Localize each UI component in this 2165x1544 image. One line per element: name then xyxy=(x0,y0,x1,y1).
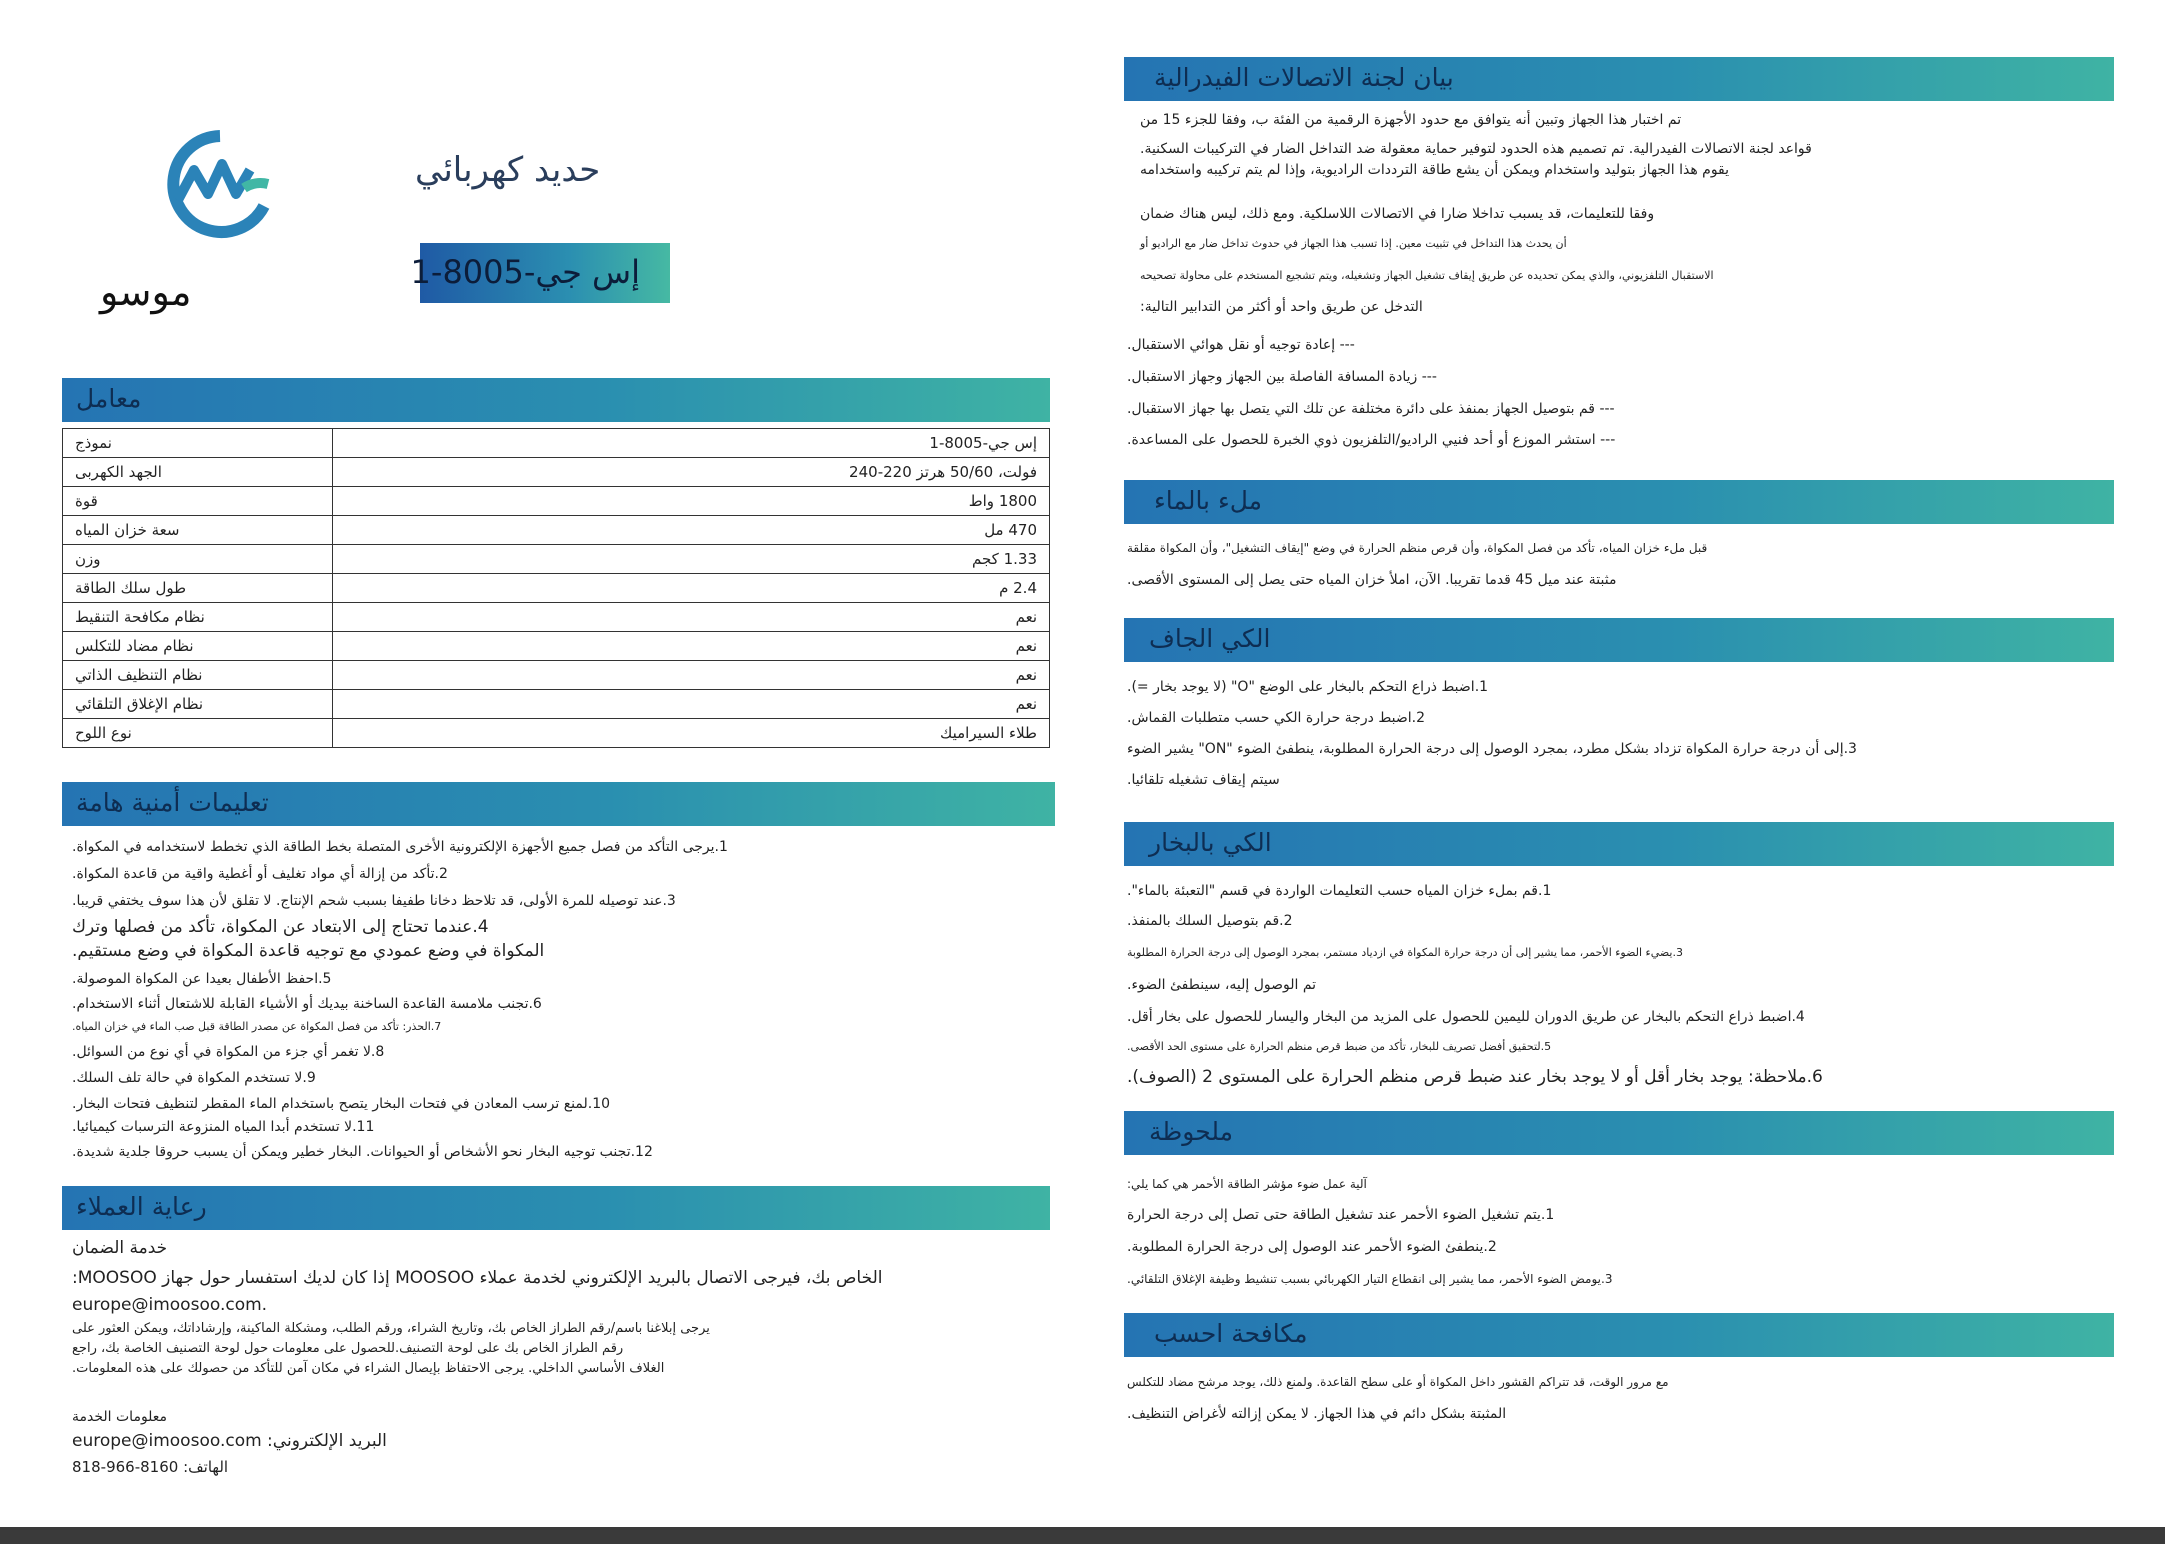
list-item: 2.اضبط درجة حرارة الكي حسب متطلبات القماش. xyxy=(1127,710,1425,726)
section-heading: الكي بالبخار xyxy=(1149,828,1272,857)
list-item: 5.احفظ الأطفال بعيدا عن المكواة الموصولة. xyxy=(72,971,332,987)
service-phone: الهاتف: 8160-966-818 xyxy=(72,1458,229,1476)
model-text: إس جي-8005-1 xyxy=(410,253,640,291)
list-item: 6.تجنب ملامسة القاعدة الساخنة بيديك أو الأشياء القابلة للاشتعال أثناء الاستخدام. xyxy=(72,996,542,1012)
spec-key: طول سلك الطاقة xyxy=(63,574,333,603)
warranty-email: europe@imoosoo.com. xyxy=(72,1295,268,1315)
table-row xyxy=(63,516,1050,545)
warranty-text: الخاص بك، فيرجى الاتصال بالبريد الإلكتروني لخدمة عملاء MOOSOO إذا كان لديك استفسار حول جهاز MOOSOO: xyxy=(72,1268,883,1288)
list-item: 7.الحذر: تأكد من فصل المكواة عن مصدر الطاقة قبل صب الماء في خزان المياه. xyxy=(72,1020,442,1033)
spec-value: طلاء السيراميك xyxy=(333,719,1050,748)
spec-value: 1.33 كجم xyxy=(333,545,1050,574)
list-item: 6.ملاحظة: يوجد بخار أقل أو لا يوجد بخار عند ضبط قرص منظم الحرارة على المستوى 2 (الصوف). xyxy=(1127,1067,1823,1087)
section-heading: مكافحة احسب xyxy=(1154,1319,1308,1348)
list-item: 10.لمنع ترسب المعادن في فتحات البخار يتصح باستخدام الماء المقطر لتنظيف فتحات البخار. xyxy=(72,1096,611,1112)
list-item: --- استشر الموزع أو أحد فنيي الراديو/التلفزيون ذوي الخبرة للحصول على المساعدة. xyxy=(1127,432,1616,448)
spec-key: قوة xyxy=(63,487,333,516)
spec-key: سعة خزان المياه xyxy=(63,516,333,545)
fcc-text: التدخل عن طريق واحد أو أكثر من التدابير التالية: xyxy=(1140,299,1423,315)
section-heading: ملحوظة xyxy=(1149,1117,1234,1146)
section-dry-ironing xyxy=(1124,618,2114,662)
spec-value: 1800 واط xyxy=(333,487,1050,516)
list-item: --- زيادة المسافة الفاصلة بين الجهاز وجهاز الاستقبال. xyxy=(1127,369,1437,385)
list-item: 9.لا تستخدم المكواة في حالة تلف السلك. xyxy=(72,1070,316,1086)
section-note xyxy=(1124,1111,2114,1155)
warranty-text: الغلاف الأساسي الداخلي. يرجى الاحتفاظ بإيصال الشراء في مكان آمن للتأكد من حصولك على هذه المعلومات. xyxy=(72,1361,665,1376)
list-item: 12.تجنب توجيه البخار نحو الأشخاص أو الحيوانات. البخار خطير ويمكن أن يسبب حروقا جلدية شديدة. xyxy=(72,1144,653,1160)
spec-value: نعم xyxy=(333,661,1050,690)
section-safety xyxy=(62,782,1055,826)
table-row xyxy=(63,574,1050,603)
fcc-text: يقوم هذا الجهاز بتوليد واستخدام ويمكن أن يشع طاقة الترددات الراديوية، وإذا لم يتم تركيبه واستخدامه xyxy=(1140,162,1730,178)
section-fill-water xyxy=(1124,480,2114,524)
moosoo-logo-icon xyxy=(160,130,280,240)
list-item: 2.ينطفئ الضوء الأحمر عند الوصول إلى درجة الحرارة المطلوبة. xyxy=(1127,1239,1497,1255)
list-item: 1.قم بملء خزان المياه حسب التعليمات الواردة في قسم "التعبئة بالماء". xyxy=(1127,883,1552,899)
list-item: 3.إلى أن درجة حرارة المكواة تزداد بشكل مطرد، بمجرد الوصول إلى درجة الحرارة المطلوبة، ينطفئ الضوء "ON" يشير الضوء xyxy=(1127,741,1857,757)
fcc-text: وفقا للتعليمات، قد يسبب تداخلا ضارا في الاتصالات اللاسلكية. ومع ذلك، ليس هناك ضمان xyxy=(1140,206,1655,222)
spec-key: وزن xyxy=(63,545,333,574)
spec-key: نوع اللوح xyxy=(63,719,333,748)
list-item: 11.لا تستخدم أبدا المياه المنزوعة الترسبات كيميائيا. xyxy=(72,1119,375,1135)
list-item: --- إعادة توجيه أو نقل هوائي الاستقبال. xyxy=(1127,337,1355,353)
brand-name: موسو xyxy=(100,270,192,314)
page-title: حديد كهربائي xyxy=(415,150,601,190)
list-item: 5.لتحقيق أفضل تصريف للبخار، تأكد من ضبط قرص منظم الحرارة على مستوى الحد الأقصى. xyxy=(1127,1040,1552,1053)
spec-value: نعم xyxy=(333,690,1050,719)
fill-text: مثبتة عند ميل 45 قدما تقريبا. الآن، املأ خزان المياه حتى يصل إلى المستوى الأقصى. xyxy=(1127,572,1617,588)
service-email: البريد الإلكتروني: europe@imoosoo.com xyxy=(72,1431,387,1451)
section-customer-care xyxy=(62,1186,1050,1230)
list-item: 3.يومض الضوء الأحمر، مما يشير إلى انقطاع التيار الكهربائي بسبب تنشيط وظيفة الإغلاق التلقائي. xyxy=(1127,1272,1613,1286)
table-row xyxy=(63,603,1050,632)
fcc-text: أن يحدث هذا التداخل في تثبيت معين. إذا تسبب هذا الجهاز في حدوث تداخل ضار مع الراديو أو xyxy=(1140,237,1567,250)
list-item: 4.اضبط ذراع التحكم بالبخار عن طريق الدوران لليمين للحصول على المزيد من البخار واليسار للحصول على بخار أقل. xyxy=(1127,1009,1805,1025)
list-item: 1.يتم تشغيل الضوء الأحمر عند تشغيل الطاقة حتى تصل إلى درجة الحرارة xyxy=(1127,1207,1555,1223)
section-anti-scale xyxy=(1124,1313,2114,1357)
section-params xyxy=(62,378,1050,422)
list-item: 2.قم بتوصيل السلك بالمنفذ. xyxy=(1127,913,1293,929)
table-row xyxy=(63,545,1050,574)
spec-value: فولت، 50/60 هرتز 220-240 xyxy=(333,458,1050,487)
spec-key: نظام التنظيف الذاتي xyxy=(63,661,333,690)
spec-value: إس جي-8005-1 xyxy=(333,429,1050,458)
service-title: معلومات الخدمة xyxy=(72,1409,168,1425)
table-row xyxy=(63,690,1050,719)
section-heading: تعليمات أمنية هامة xyxy=(76,788,269,817)
section-heading: رعاية العملاء xyxy=(76,1192,207,1221)
section-heading: معامل xyxy=(76,384,142,413)
list-item: --- قم بتوصيل الجهاز بمنفذ على دائرة مختلفة عن تلك التي يتصل بها جهاز الاستقبال. xyxy=(1127,401,1615,417)
list-item: 1.يرجى التأكد من فصل جميع الأجهزة الإلكترونية الأخرى المتصلة بخط الطاقة الذي تخطط لاستخدامه في المكواة. xyxy=(72,839,728,855)
spec-table xyxy=(62,428,1050,748)
list-item: سيتم إيقاف تشغيله تلقائيا. xyxy=(1127,772,1280,788)
spec-value: 470 مل xyxy=(333,516,1050,545)
section-heading: بيان لجنة الاتصالات الفيدرالية xyxy=(1154,63,1454,92)
list-item: 8.لا تغمر أي جزء من المكواة في أي نوع من السوائل. xyxy=(72,1044,385,1060)
spec-key: نظام مضاد للتكلس xyxy=(63,632,333,661)
page-bottom-border xyxy=(0,1527,2165,1544)
warranty-text: يرجى إبلاغنا باسم/رقم الطراز الخاص بك، وتاريخ الشراء، ورقم الطلب، ومشكلة الماكينة، وإرشاداتك، ويمكن العثور على xyxy=(72,1321,710,1336)
list-item: المكواة في وضع عمودي مع توجيه قاعدة المكواة في وضع مستقيم. xyxy=(72,941,545,961)
scale-text: المثبتة بشكل دائم في هذا الجهاز. لا يمكن إزالته لأغراض التنظيف. xyxy=(1127,1406,1507,1422)
table-row xyxy=(63,632,1050,661)
table-row xyxy=(63,487,1050,516)
note-text: آلية عمل ضوء مؤشر الطاقة الأحمر هي كما يلي: xyxy=(1127,1177,1367,1191)
warranty-text: رقم الطراز الخاص بك على لوحة التصنيف.للحصول على معلومات حول لوحة التصنيف الخاصة بك، راجع xyxy=(72,1341,624,1356)
list-item: 2.تأكد من إزالة أي مواد تغليف أو أغطية واقية من قاعدة المكواة. xyxy=(72,866,448,882)
table-row xyxy=(63,458,1050,487)
spec-key: نموذج xyxy=(63,429,333,458)
section-steam-ironing xyxy=(1124,822,2114,866)
spec-key: نظام مكافحة التنقيط xyxy=(63,603,333,632)
fill-text: قبل ملء خزان المياه، تأكد من فصل المكواة، وأن قرص منظم الحرارة في وضع "إيقاف التشغيل"، وأن المكواة مقلقة xyxy=(1127,541,1708,555)
spec-value: نعم xyxy=(333,603,1050,632)
fcc-text: الاستقبال التلفزيوني، والذي يمكن تحديده عن طريق إيقاف تشغيل الجهاز وتشغيله، ويتم تشجيع المستخدم على محاولة تصحيحه xyxy=(1140,269,1714,282)
spec-key: نظام الإغلاق التلقائي xyxy=(63,690,333,719)
section-heading: الكي الجاف xyxy=(1149,624,1271,653)
section-heading: ملء بالماء xyxy=(1154,486,1263,515)
table-row xyxy=(63,429,1050,458)
list-item: 3.عند توصيله للمرة الأولى، قد تلاحظ دخانا طفيفا بسبب شحم الإنتاج. لا تقلق لأن هذا سوف يختفي قريبا. xyxy=(72,893,676,909)
model-badge xyxy=(410,243,670,303)
table-row xyxy=(63,661,1050,690)
list-item: 3.يضيء الضوء الأحمر، مما يشير إلى أن درجة حرارة المكواة في ازدياد مستمر، بمجرد الوصول إلى درجة الحرارة المطلوبة xyxy=(1127,946,1683,959)
warranty-title: خدمة الضمان xyxy=(72,1238,168,1258)
spec-key: الجهد الكهربى xyxy=(63,458,333,487)
table-row xyxy=(63,719,1050,748)
spec-value: 2.4 م xyxy=(333,574,1050,603)
list-item: 1.اضبط ذراع التحكم بالبخار على الوضع "O" (لا يوجد بخار =). xyxy=(1127,679,1489,695)
fcc-text: قواعد لجنة الاتصالات الفيدرالية. تم تصميم هذه الحدود لتوفير حماية معقولة ضد التداخل الضار في التركيبات السكنية. xyxy=(1140,141,1812,157)
spec-value: نعم xyxy=(333,632,1050,661)
list-item: تم الوصول إليه، سينطفئ الضوء. xyxy=(1127,977,1317,993)
fcc-text: تم اختبار هذا الجهاز وتبين أنه يتوافق مع حدود الأجهزة الرقمية من الفئة ب، وفقا للجزء 15 من xyxy=(1140,112,1682,128)
scale-text: مع مرور الوقت، قد تتراكم القشور داخل المكواة أو على سطح القاعدة. ولمنع ذلك، يوجد مرشح مضاد للتكلس xyxy=(1127,1375,1669,1389)
section-fcc xyxy=(1124,57,2114,101)
list-item: 4.عندما تحتاج إلى الابتعاد عن المكواة، تأكد من فصلها وترك xyxy=(72,917,489,937)
